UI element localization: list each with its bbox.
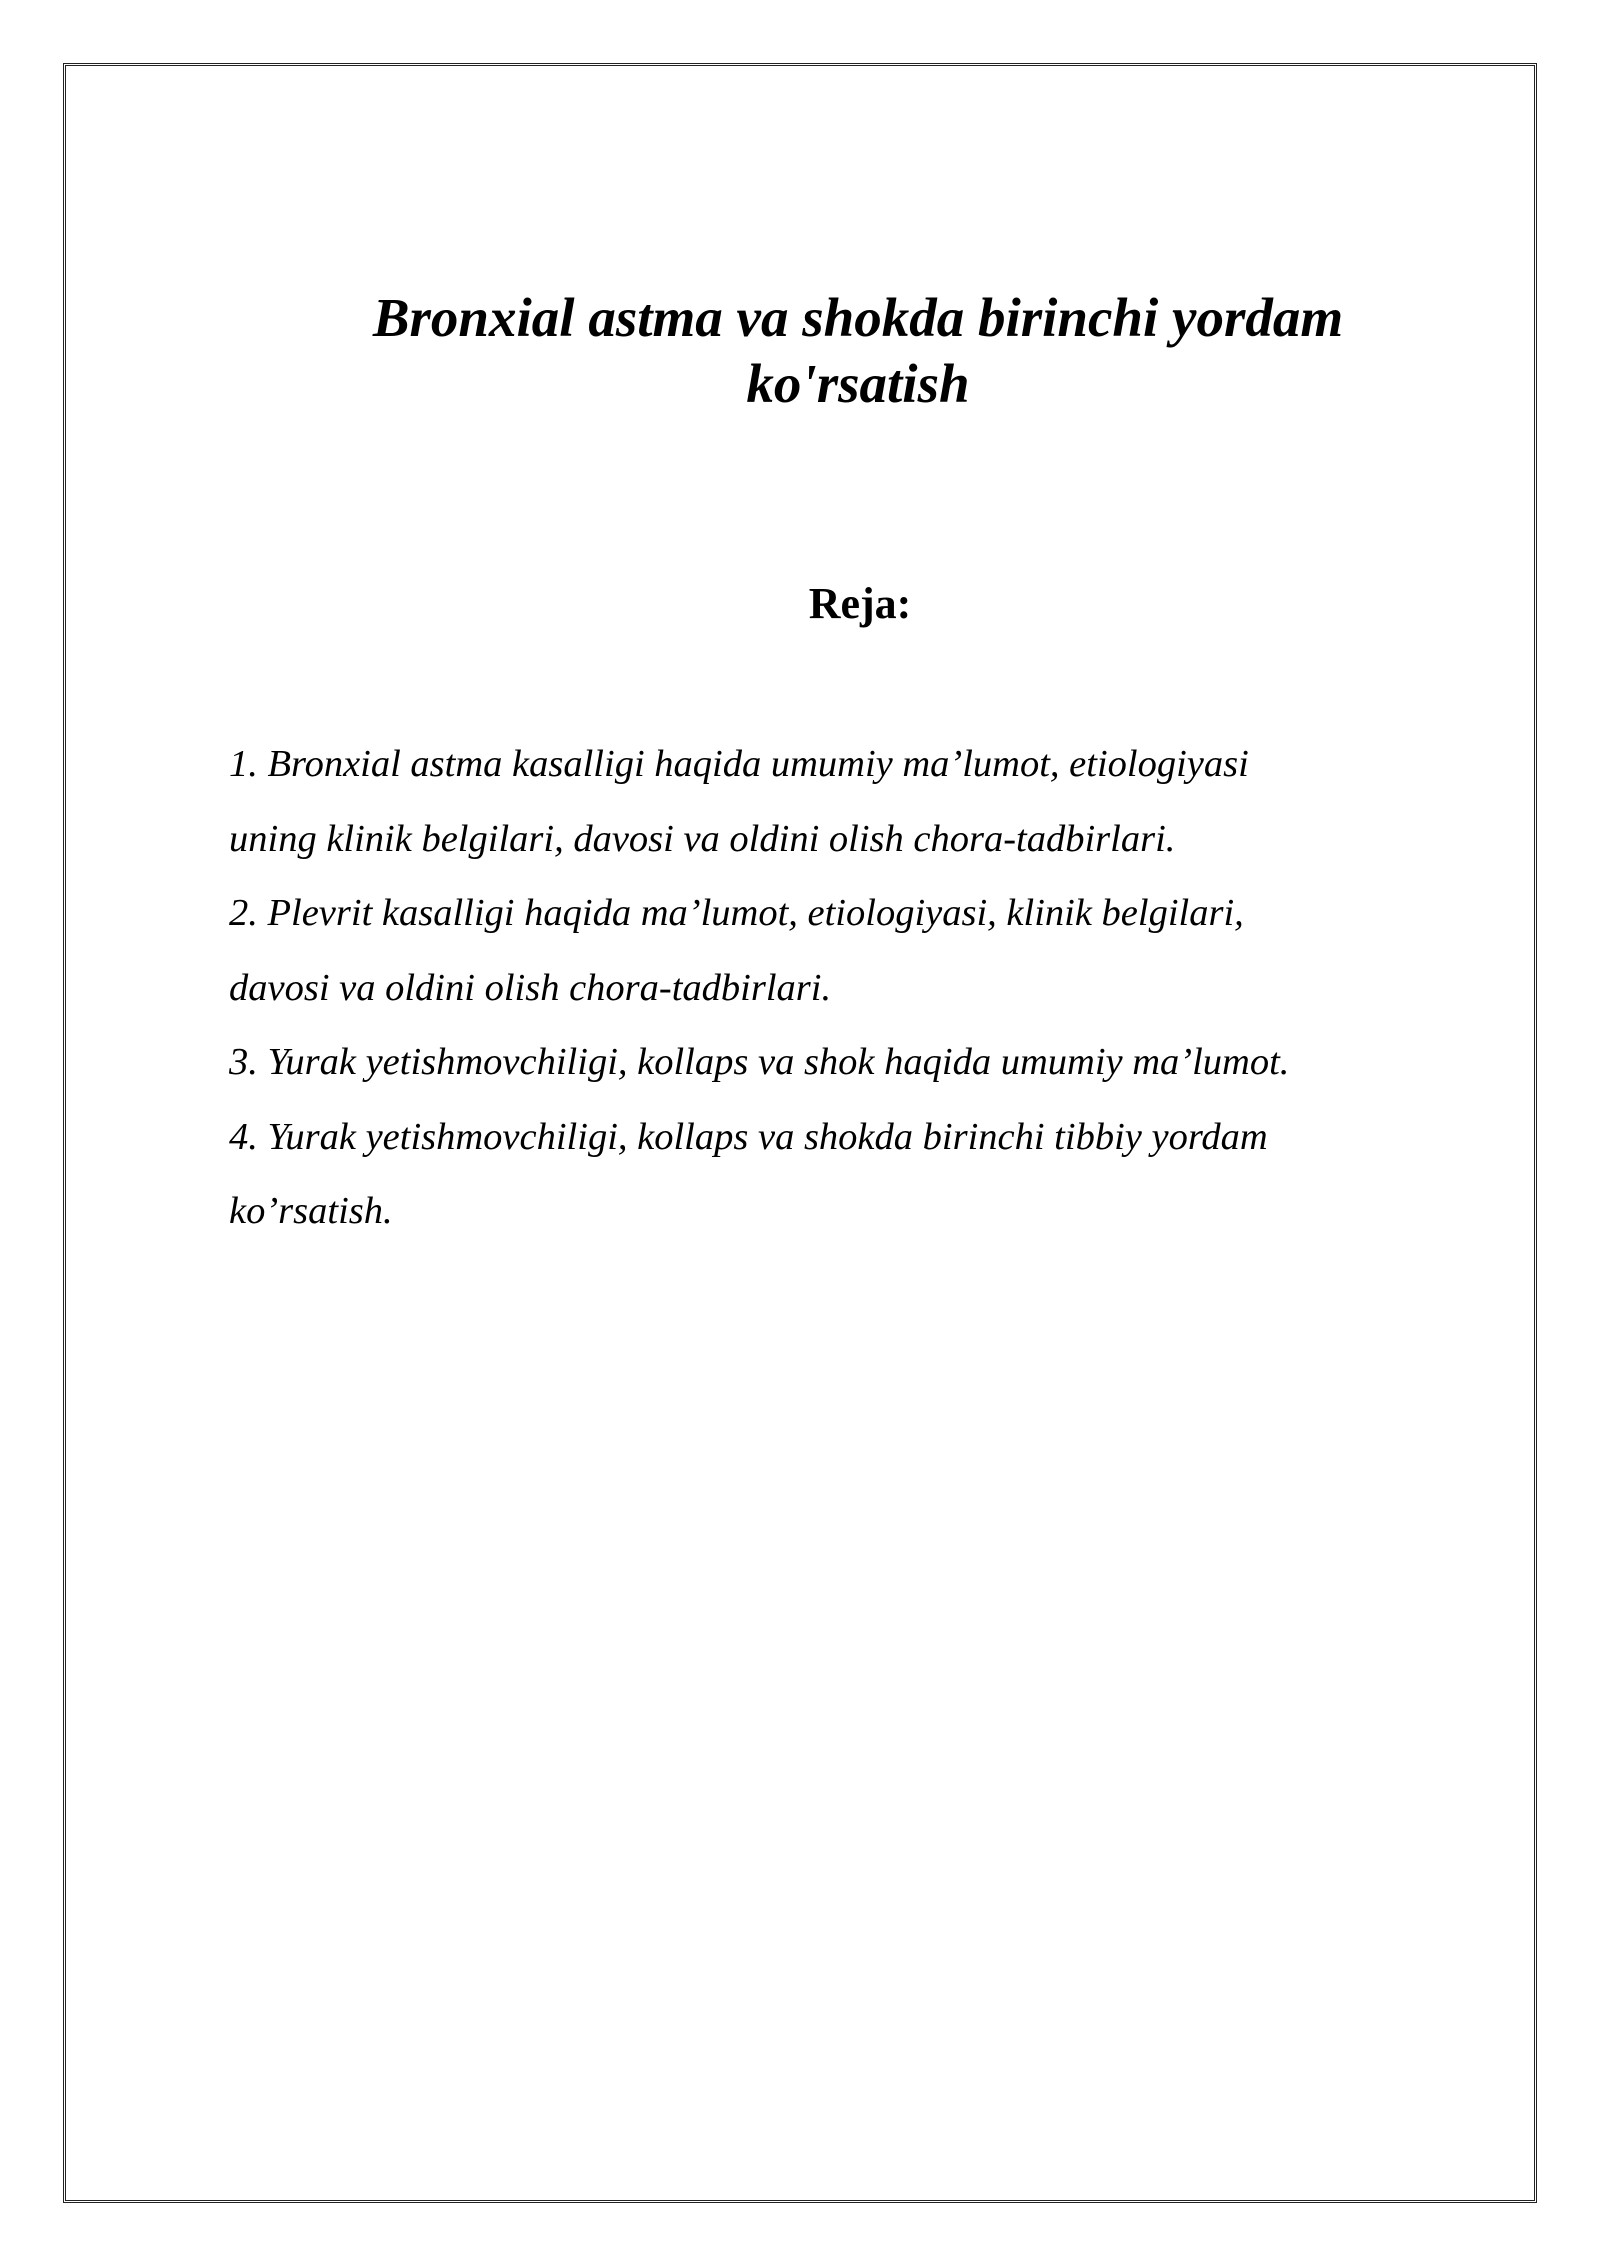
plan-item-4: [229, 1100, 1499, 1249]
title-line-2: ko'rsatish: [746, 353, 970, 414]
plan-list: [229, 727, 1499, 1249]
plan-item-line: 1. Bronxial astma kasalligi haqida umumiy ma’lumot, etiologiyasi: [229, 743, 1249, 785]
plan-item-line: 3. Yurak yetishmovchiligi, kollaps va shok haqida umumiy ma’lumot.: [229, 1041, 1290, 1083]
plan-item-1: [229, 727, 1499, 876]
plan-item-line: uning klinik belgilari, davosi va oldini olish chora-tadbirlari.: [229, 817, 1176, 860]
plan-item-line: ko’rsatish.: [229, 1190, 393, 1232]
plan-item-line: davosi va oldini olish chora-tadbirlari.: [229, 966, 832, 1009]
plan-item-line: 2. Plevrit kasalligi haqida ma’lumot, etiologiyasi, klinik belgilari,: [229, 892, 1244, 934]
title-line-1: Bronxial astma va shokda birinchi yordam: [372, 287, 1344, 348]
document-title: [250, 285, 1466, 417]
plan-heading: Reja:: [808, 579, 912, 628]
plan-item-2: [229, 876, 1499, 1025]
plan-item-line: 4. Yurak yetishmovchiligi, kollaps va shokda birinchi tibbiy yordam: [229, 1115, 1268, 1158]
plan-item-3: [229, 1025, 1499, 1100]
